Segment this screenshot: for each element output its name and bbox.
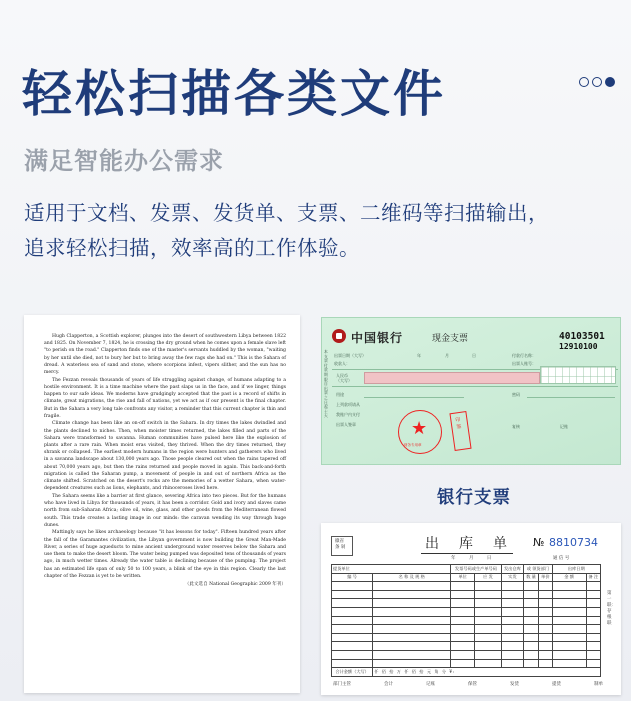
table-row [332,607,601,616]
cheque-bank-name: 中国银行 [351,331,404,345]
note-header-date: 出库日期 [552,565,600,574]
bank-cheque-image [321,317,621,465]
col-unit: 单位 [451,573,475,582]
doc-paragraph: Climate change has been like an on-off switch in the Sahara. In dry times the lakes dwindled and the plants declined to niches. Then, when moister times returned, the lakes filled and parts of the Sahara were transformed to savanna. Human communities have pulsed here like the explosion of plants after a rare rain. When moist eras visited, they thrived. When the dry times returned, they shrank or collapsed. The earliest modern humans in the region were hunters and gatherers who lived in a savanna landscape about 130,000 years ago. Those people cleared out when the rains tapered off about 70,000 years ago, but then the rains returned and people moved in again. This back-and-forth migration is called the Saharan pump, a movement of people in and out of northern Africa as the climate shifted. Scratched on the desert's rocks are the memories of a wetter Sahara, when water-dependent creatures such as lions, elephants, and rhinoceroses lived here. [44,421,286,492]
cheque-field-amount-cn2: （大写） [336,378,352,383]
cheque-field-purpose: 用途 [336,392,344,397]
description-line-1: 适用于文档、发票、发货单、支票、二维码等扫描输出， [24,201,549,225]
bank-logo-icon [332,329,346,343]
pager-dot-2[interactable] [592,77,602,87]
note-header-warehouse: 发出仓库 [501,565,523,574]
cheque-field-day: 日 [472,353,476,358]
note-province-2: 条 剁 [335,545,346,550]
page-subtitle: 满足智能办公需求 [24,147,224,175]
note-header-unit: 提货单位 [332,565,451,574]
cheque-type: 现金支票 [432,334,469,344]
cheque-amount-grid [540,366,616,384]
note-date-fields [451,555,491,561]
table-row [332,590,601,599]
note-province: 徽省 [335,539,344,544]
signature-seal-text: 印鉴 [455,416,462,431]
table-row [332,582,601,591]
description-line-2: 追求轻松扫描，效率高的工作体验。 [24,236,360,260]
cheque-field-seal: 出票人签章 [336,422,356,427]
sign-bookkeeper: 记账 [426,682,435,687]
note-title-underline [421,553,513,554]
page-description [24,196,549,266]
note-header-unit2: 或 领货部门 [524,565,553,574]
sign-maker: 制单 [594,682,603,687]
sign-keeper: 保管 [468,682,477,687]
note-number-label: № [533,536,545,549]
doc-paragraph: The Sahara seems like a barrier at first glance, severing Africa into two pieces. But for the humans who have lived in Libya for thousands of years, it has been a corridor. Gold and ivory and slaves came north from sub-Saharan Africa; olive oil, wine, glass, and other goods from the Mediterranean flowed south. This trade creates a lasting image in our minds: the caravan wending its way through huge dunes. [44,493,286,528]
note-signature-row [333,681,603,687]
cheque-number-bottom: 12910100 [559,342,598,351]
note-delivery-no: 通 信 号 [553,556,570,561]
table-row [332,659,601,668]
sign-picker: 提货 [552,682,561,687]
note-province-box [331,536,353,556]
table-row [332,625,601,634]
sign-accountant: 会计 [384,682,393,687]
cheque-field-secret: 密码 [512,392,520,397]
table-row [332,599,601,608]
pager-dots [579,77,615,87]
cheque-field-account: 我账户内支付 [336,412,360,417]
signature-seal-stamp [449,411,471,451]
col-amount: 金 额 [552,573,586,582]
col-price: 单价 [539,573,552,582]
col-need: 应 发 [475,573,502,582]
note-month: 月 [468,556,474,561]
note-title: 出库单 [425,536,527,552]
cheque-field-amount-cn: 人民币 [336,373,348,378]
cheque-field-bookkeeping: 记账 [560,424,568,429]
cheque-amount-field [364,372,540,384]
page-title: 轻松扫描各类文件 [22,65,446,123]
cheque-field-above: 上列款项请从 [336,402,360,407]
cheque-field-year: 年 [417,353,421,358]
cheque-field-review: 复核 [512,424,520,429]
table-row [332,633,601,642]
star-icon: ★ [411,418,428,439]
note-table [331,564,601,677]
note-number: 8810734 [549,536,598,549]
table-row [332,616,601,625]
cheque-field-payee-bank: 付款行名称： [512,353,536,358]
note-day: 日 [486,556,492,561]
doc-source: （此文选自 National Geographic 2009 年刊） [184,581,286,587]
table-row [332,650,601,659]
pager-dot-1[interactable] [579,77,589,87]
cheque-field-drawer-account: 出票人账号： [512,361,536,366]
doc-paragraph: Mattingly says he likes archaeology because "it has lessons for today". Fifteen hundred years after the fall of the Garamantes civilization, the Libyan government is now building the Great Man-Made River, a series of huge aqueducts to mine ancient underground water reserves below the Sahara and use them to make the desert bloom. The water being pumped was deposited tens of thousands of years ago, in much wetter times. Already the water table is declining because of the pumping. The project has an estimated life span of only 50 to 100 years, a blink of the eye in this region. Clearly the last chapter of the Fezzan is yet to be written. [44,530,286,579]
table-row [332,565,601,574]
sign-sender: 发货 [510,682,519,687]
cheque-field-payee: 收款人： [334,361,350,366]
cheque-side-text: 本支票付款期限自出票之日起十天 [324,349,328,419]
scanned-document [24,315,300,693]
col-name: 名 称 及 规 格 [373,573,451,582]
table-row [332,573,601,582]
table-row [332,642,601,651]
doc-paragraph: Hugh Clapperton, a Scottish explorer, plunges into the desert of southwestern Libya between 1822 and 1825. On November 7, 1824, he is crossing the dry ground when he comes upon a female slave left "to perish on the road." Clapperton finds one of the master's servants huddled by the woman, "waiting by her until she died, not to bury her but to bring away the few rags she had on." This is the Sahara of dread. A waterless sea of sand and stone, where scorpions infest, vipers slither, and the sun has no mercy. [44,334,286,376]
cheque-field-month: 月 [445,353,449,358]
doc-paragraph: The Fezzan reveals thousands of years of life struggling against change, of humans adapting to a hostile environment. It is a time machine where the past slaps us in the face, and if we linger, things happen to our safe ideas. We moderns have grudgingly accepted that the past is a record of shifts in climate, great migrations, the rise and fall of nations, yet we act as if our present is the final chapter. But in the Sahara a very long tale confronts any visitor, a reminder that this current chapter is thin and fragile. [44,377,286,419]
note-year: 年 [451,556,456,561]
pager-dot-3-active[interactable] [605,77,615,87]
cheque-field-date: 出票日期（大写） [334,353,366,358]
finance-seal-text: 财务专用章 [404,443,422,447]
cheque-number-top: 40103501 [559,331,605,342]
col-note: 备 注 [586,573,600,582]
delivery-note-image [321,523,621,695]
cheque-caption: 银行支票 [437,488,511,508]
finance-seal-stamp [398,410,442,454]
sign-dept: 部门主管 [333,682,351,687]
col-number: 编 号 [332,573,373,582]
note-total-units: 仟 佰 拾 万 仟 佰 拾 元 角 分 ¥: [373,668,601,677]
col-actual: 实发 [501,573,523,582]
note-header-code: 发票号码或生产单号码 [451,565,502,574]
note-copy-label: 第一联：存根联 [607,591,616,626]
col-quantity: 数 量 [524,573,539,582]
table-row [332,668,601,677]
note-total-label: 合计金额（大写） [332,668,373,677]
